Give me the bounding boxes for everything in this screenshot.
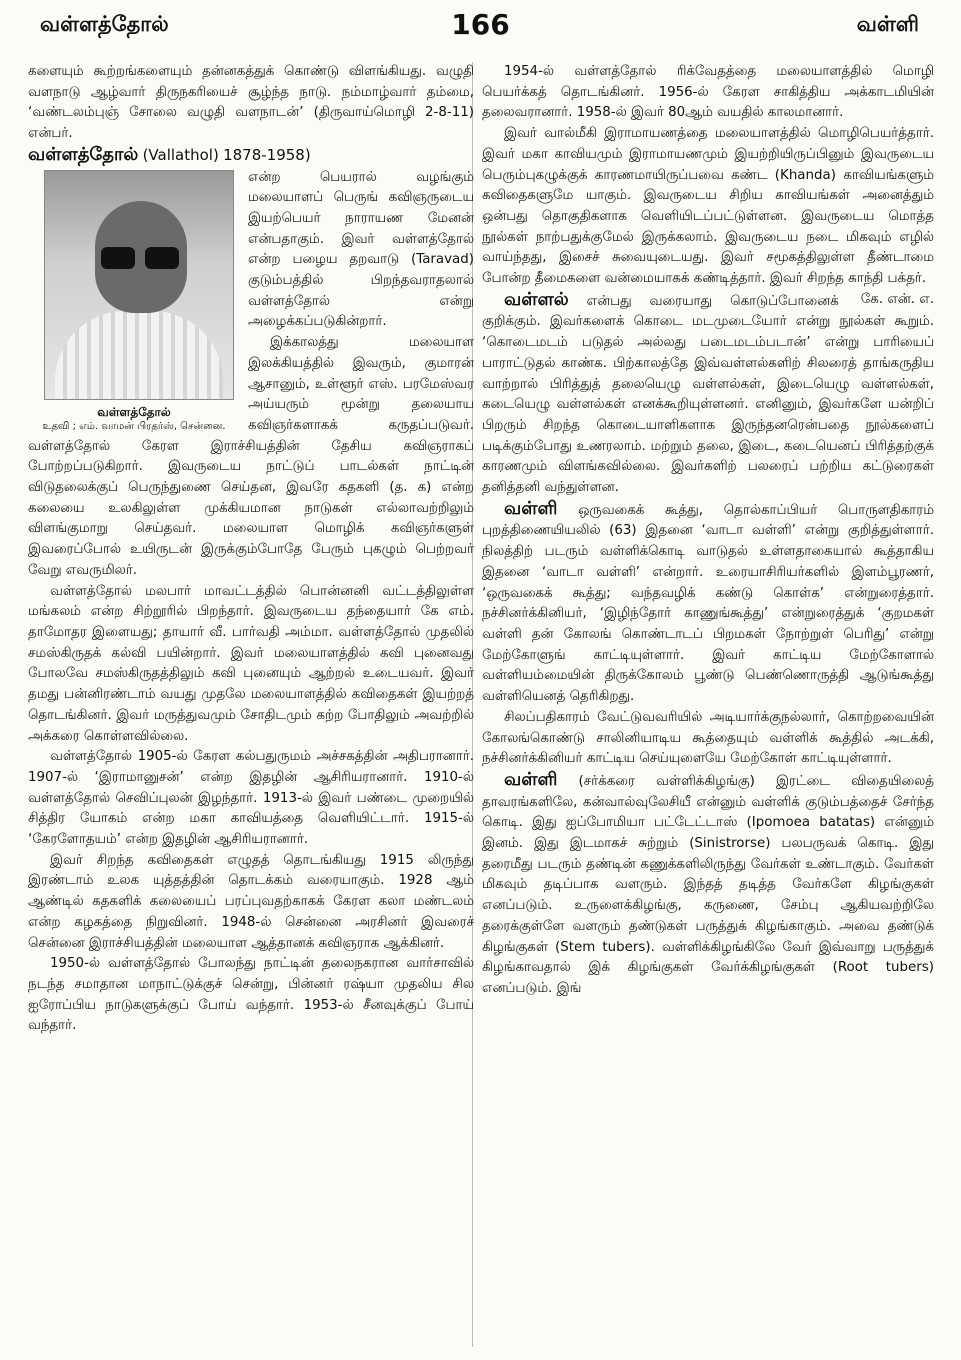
portrait-credit: உதவி ; எம். வாமன் பிரதர்ஸ், சென்னை.	[42, 420, 226, 432]
page-header	[0, 0, 961, 52]
running-head-left: வள்ளத்தோல்	[40, 12, 169, 36]
portrait-photo	[44, 170, 234, 400]
entry-valli-dance	[482, 499, 934, 708]
portrait-figure	[28, 170, 240, 433]
entry-title: வள்ளி	[504, 768, 558, 790]
portrait-caption: வள்ளத்தோல்	[97, 404, 171, 419]
running-head-right: வள்ளி	[856, 12, 919, 36]
entry-text: ஒருவகைக் கூத்து, தொல்காப்பியர் பொருளதிகாரம் புறத்திணையியலில் (63) இதனை ‘வாடா வள்ளி’ என்று குறித்துள்ளார். நிலத்திற் படரும் வள்ளிக்கொடி வாடுதல் உள்ளதாகையால் கூத்தாகிய இதனை ‘வாடா வள்ளி’ என்றார். உரையாசிரியர்களில் இளம்பூரணர், ‘ஒருவகைக் கூத்து; வந்தவழிக் கண்டு கொள்க’ என்றுரைத்தார். நச்சினர்க்கினியர், ‘இழிந்தோர் காணுங்கூத்து’ என்றுரைத்துக் ‘குறமகள் வள்ளி தன் கோலங் கொண்டாடப் பிறமகள் நோற்றுள் பெரிது’ என்று மேற்கோளுங் காட்டியுள்ளார். இவர் காட்டிய மேற்கோளால் வள்ளியம்மையின் திருக்கோலம் பூண்டு பெண்ணொருத்தி ஆடுங்கூத்து வள்ளியெனத் தெரிகிறது.	[482, 502, 934, 705]
paragraph: இக்காலத்து மலையாள இலக்கியத்தில் இவரும், குமாரன் ஆசானும், உள்ளூர் எஸ். பரமேஸ்வர அய்யரும் மூன்று தலையாய கவிஞர்களாகக் கருதப்படுவர். வள்ளத்தோல் கேரள இராச்சியத்தின் தேசிய கவிஞராகப் போற்றப்படுகிறார். இவருடைய நாட்டுப் பாடல்கள் நாட்டின் விடுதலைக்குப் பெருந்துணை செய்தன, இவரே கதகளி (த. க) என்ற கலையை உலகிலுள்ள முக்கியமான நாடுகள் எல்லாவற்றிலும் விளங்குமாறு செய்தவர். மலையாள மொழிக் கவிஞர்களுள் இவரைப்போல் உயிருடன் இருக்கும்போதே பேரும் புகழும் பெற்றவர் வேறு எவருமிலர்.	[28, 335, 474, 578]
paragraph: 1954-ல் வள்ளத்தோல் ரிக்வேதத்தை மலையாளத்தில் மொழி பெயர்க்கத் தொடங்கினர். 1956-ல் கேரள சாகித்திய அக்காடமியின் தலைவரானார். 1958-ல் இவர் 80ஆம் வயதில் காலமானார்.	[482, 64, 934, 121]
continued-paragraph: களையும் கூற்றங்களையும் தன்னகத்துக் கொண்டு விளங்கியது. வழுதி வளநாடு ஆழ்வார் திருநகரியைச் சூழ்ந்த நாடு. நம்மாழ்வார் தம்மை, ‘வண்டலம்புஞ் சோலை வழுதி வளநாடன்’ (திருவாய்மொழி 2-8-11) என்பர்.	[28, 64, 474, 142]
paragraph: சிலப்பதிகாரம் வேட்டுவவரியில் அடியார்க்குநல்லார், கொற்றவையின் கோலங்கொண்டு சாலினியாடிய கூத்தையும் வள்ளிக் கூத்தில் அடக்கி, நச்சினர்க்கினியர் காட்டிய செய்யுளையே மேற்கோள் காட்டியுள்ளார்.	[482, 709, 934, 767]
paragraph: இவர் சிறந்த கவிதைகள் எழுதத் தொடங்கியது 1915 லிருந்து இரண்டாம் உலக யுத்தத்தின் தொடக்கம் வரையாகும். 1928 ஆம் ஆண்டில் கதகளிக் கலையைப் பரப்புவதற்காகக் கேரள கலா மண்டலம் என்ற கழகத்தை நிறுவினர். 1948-ல் சென்னை அரசினர் இவரைச் சென்னை இராச்சியத்தின் மலையாள ஆத்தானக் கவிஞராக ஆக்கினர்.	[28, 852, 474, 951]
page-number: 166	[451, 8, 510, 41]
entry-title: வள்ளி	[504, 497, 558, 519]
paragraph: 1950-ல் வள்ளத்தோல் போலந்து நாட்டின் தலைநகரான வார்சாவில் நடந்த சமாதான மாநாட்டுக்குச் சென்று, பின்னர் ரஷ்யா முதலிய சில ஐரோப்பிய நாடுகளுக்குப் போய் வந்தார். 1953-ல் சீனவுக்குப் போய் வந்தார்.	[28, 956, 474, 1034]
entry-text: இரட்டை விதையிலைத் தாவரங்களிலே, கன்வால்வுலேசியீ என்னும் வள்ளிக் குடும்பத்தைச் சேர்ந்த கொடி. இது ஐப்போமியா பட்டேட்டாஸ் (Ipomoea batatas) என்னும் இனம். இது இடமாகச் சுற்றும் (Sinistrorse) பலபருவக் கொடி. இது தரைமீது படரும் தண்டின் கணுக்களிலிருந்து வேர்கள் உண்டாகும். வேர்கள் மிகவும் தடிப்பாக வளரும். இந்தத் தடித்த வேர்களே கிழங்குகள் எனப்படும். உருளைக்கிழங்கு, கருணை, சேம்பு ஆகியவற்றிலே தரைக்குள்ளே வளரும் தண்டுகள் பருத்துக் கிழங்காகும். அவை தண்டுக் கிழங்குகள் (Stem tubers). வள்ளிக்கிழங்கிலே வேர் இவ்வாறு பருத்துக் கிழங்காவதால் இக் கிழங்குகள் வேர்க்கிழங்குகள் (Root tubers) எனப்படும். இங்	[482, 773, 934, 996]
entry-subtitle: (சர்க்கரை வள்ளிக்கிழங்கு)	[578, 773, 755, 789]
entry-title: வள்ளல்	[504, 288, 569, 310]
paragraph: என்ற பெயரால் வழங்கும் மலையாளப் பெருங் கவிஞருடைய இயற்பெயர் நாராயண மேனன் என்பதாகும். இவர் வள்ளத்தோல் என்ற பழைய தறவாடு (Taravad) குடும்பத்தில் பிறந்தவராதலால் வள்ளத்தோல் என்று அழைக்கப்படுகின்றார்.	[248, 169, 474, 330]
entry-title: வள்ளத்தோல்	[28, 143, 139, 165]
entry-vallal	[482, 290, 934, 499]
author-initials: கே. என். எ.	[860, 291, 934, 307]
paragraph: வள்ளத்தோல் மலபார் மாவட்டத்தில் பொன்னனி வட்டத்திலுள்ள மங்கலம் என்ற சிற்றூரில் பிறந்தார். இவருடைய தந்தையார் கே எம். தாமோதர இளையது; தாயார் வீ. பார்வதி அம்மா. வள்ளத்தோல் முதலில் சமஸ்கிருதக் கல்வி பயின்றார். இவர் மலையாளத்தில் கவி புனைவது போலவே சமஸ்கிருதத்திலும் கவி புனையும் ஆற்றல் உடையவர். இவர் தமது பன்னிரண்டாம் வயது முதலே மலையாளத்தில் கவிதைகள் இயற்றத் தொடங்கினர். இவர் மருத்துவமும் சோதிடமும் கற்ற போதிலும் அவற்றில் அக்கரை கொள்ளவில்லை.	[28, 583, 474, 744]
entry-heading-vallathol	[28, 145, 474, 168]
entry-valli-plant	[482, 770, 934, 1000]
right-column	[482, 62, 934, 1352]
paragraph-text: இவர் வால்மீகி இராமாயணத்தை மலையாளத்தில் மொழிபெயர்த்தார். இவர் மகா காவியமும் இராமாயணமும் இயற்றியிருப்பினும் இவருடைய பெரும்புகழுக்குக் காரணமாயிருப்பவை கண்ட (Khanda) காவியங்களும் கவிதைகளுமே யாகும். இவருடைய சிறிய காவியங்கள் அனைத்தும் ஒன்பது தொகுதிகளாக வெளியிடப்பட்டுள்ளன. இவருடைய மொத்த நூல்கள் நாற்பதுக்குமேல் இருக்கலாம். இவருடைய நடை மிகவும் எழில் வாய்ந்தது, இசைச் சுவையுடையது. இவர் சமூகத்திலுள்ள தீண்டாமை போன்ற தீமைகளை வன்மையாகக் கண்டித்தார். இவர் சிறந்த காந்தி பக்தர்.	[482, 126, 934, 287]
paragraph: வள்ளத்தோல் 1905-ல் கேரள கல்பதுருமம் அச்சகத்தின் அதிபரானார். 1907-ல் ‘இராமானுசன்’ என்ற இதழின் ஆசிரியரானார். 1910-ல் வள்ளத்தோல் செவிப்புலன் இழந்தார். 1913-ல் இவர் பண்டை முறையில் சித்திர யோகம் என்ற மகா காவியத்தை வெளியிட்டார். 1915-ல் ‘கேரளோதயம்’ என்ற இதழின் ஆசிரியரானார்.	[28, 749, 474, 848]
entry-years: 1878-1958)	[223, 145, 311, 164]
entry-title-english: (Vallathol)	[142, 145, 219, 164]
left-column	[28, 62, 474, 1352]
entry-text: என்பது வரையாது கொடுப்போனைக் குறிக்கும். இவர்களைக் கொடை மடமுடையோர் என்று நூல்கள் கூறும். ‘கொடைமடம் படுதல் அல்லது படைமடம்படான்’ என்று பாரியைப் பாராட்டுதல் காண்க. பிற்காலத்தே இவ்வள்ளல்களிற் சிலரைத் தாங்கருதிய வாற்றால் பிரித்துத் தலையெழு வள்ளல்கள், இடையெழு வள்ளல்கள், கடையெழு வள்ளல்கள் எனக்கூறியுள்ளனர். எனினும், இவர்களே யன்றிப் பிறரும் சிறந்த கொடையாளிகளாக இருந்தனரென்பதை நூல்களைப் படிக்கும்போது உணரலாம். மற்றும் தலை, இடை, கடையெனப் பிரித்தற்குக் காரணமும் விளங்கவில்லை. இவர்களிற் பலரைப் பற்றிய கட்டுரைகள் தனித்தனி வந்துள்ளன.	[482, 293, 934, 496]
